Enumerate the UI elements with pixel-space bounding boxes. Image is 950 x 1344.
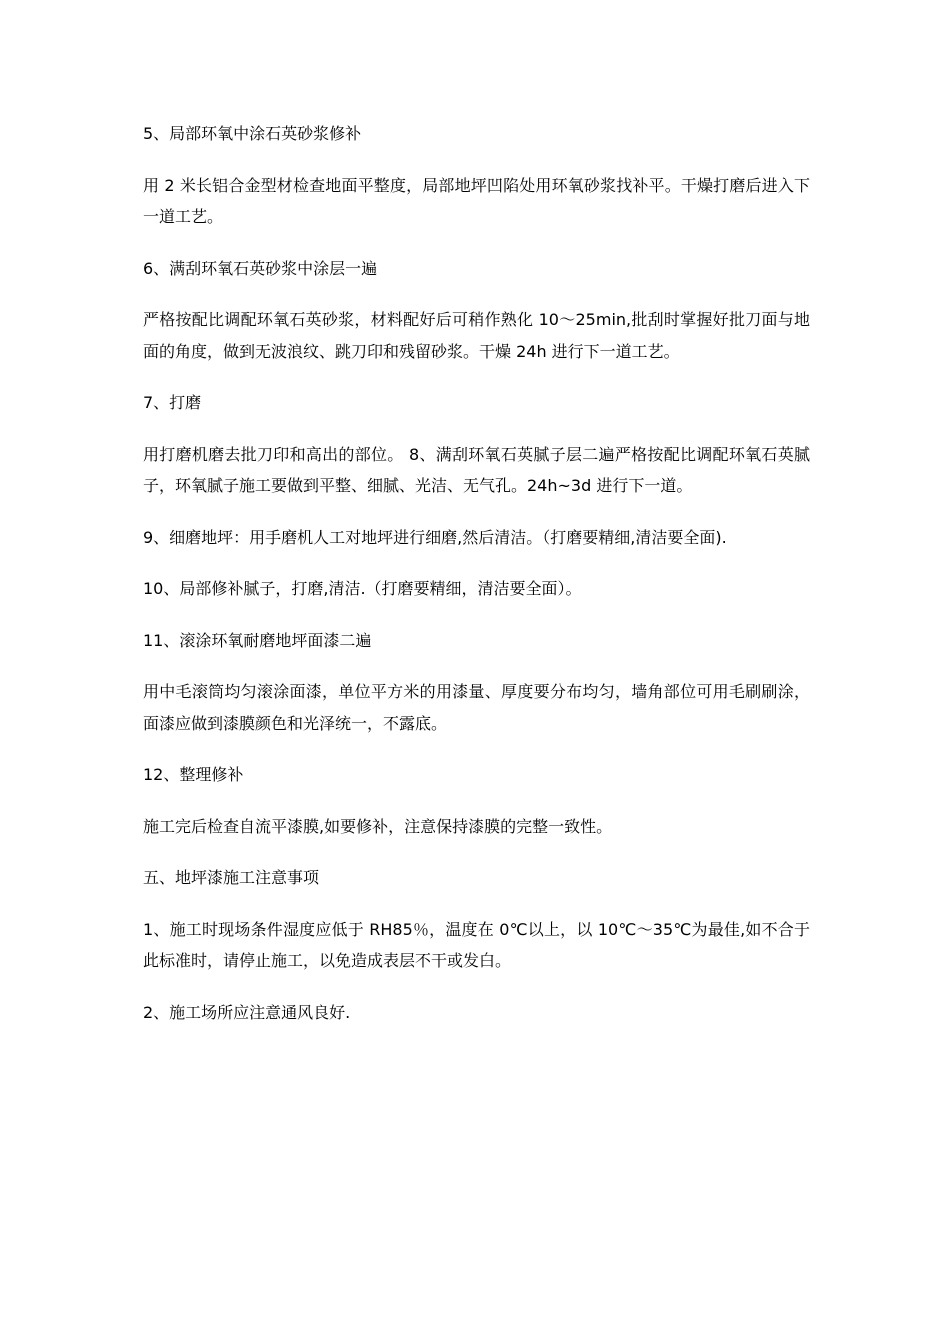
section-5-heading: 五、地坪漆施工注意事项 [143,868,320,887]
step-10-text: 10、局部修补腻子，打磨,清洁.（打磨要精细，清洁要全面）。 [143,579,582,598]
step-11-text: 用中毛滚筒均匀滚涂面漆，单位平方米的用漆量、厚度要分布均匀，墙角部位可用毛刷刷涂，面漆应做到漆膜颜色和光泽统一，不露底。 [143,682,810,733]
step-6-heading: 6、满刮环氧石英砂浆中涂层一遍 [143,258,378,278]
step-7-heading: 7、打磨 [143,393,202,412]
step-9-text: 9、细磨地坪：用手磨机人工对地坪进行细磨,然后清洁。（打磨要精细,清洁要全面). [143,527,727,547]
notice-1-text: 1、施工时现场条件湿度应低于 RH85％，温度在 0℃以上，以 10℃～35℃为最佳,如不合于此标准时，请停止施工，以免造成表层不干或发白。 [143,919,810,970]
document-body [143,118,810,1048]
step-6-text: 严格按配比调配环氧石英砂浆，材料配好后可稍作熟化 10～25min,批刮时掌握好批刀面与地面的角度，做到无波浪纹、跳刀印和残留砂浆。干燥 24h 进行下一道工艺。 [143,310,810,361]
step-5-heading: 5、局部环氧中涂石英砂浆修补 [143,124,362,143]
step-12-text: 施工完后检查自流平漆膜,如要修补，注意保持漆膜的完整一致性。 [143,816,613,836]
step-7-8-text: 用打磨机磨去批刀印和高出的部位。 8、满刮环氧石英腻子层二遍严格按配比调配环氧石英腻子，环氧腻子施工要做到平整、细腻、光洁、无气孔。24h~3d 进行下一道。 [143,444,810,495]
step-5-text: 用 2 米长铝合金型材检查地面平整度，局部地坪凹陷处用环氧砂浆找补平。干燥打磨后进入下一道工艺。 [143,175,810,226]
notice-2-text: 2、施工场所应注意通风良好. [143,1002,351,1022]
step-11-heading: 11、滚涂环氧耐磨地坪面漆二遍 [143,630,372,650]
step-12-heading: 12、整理修补 [143,765,244,784]
